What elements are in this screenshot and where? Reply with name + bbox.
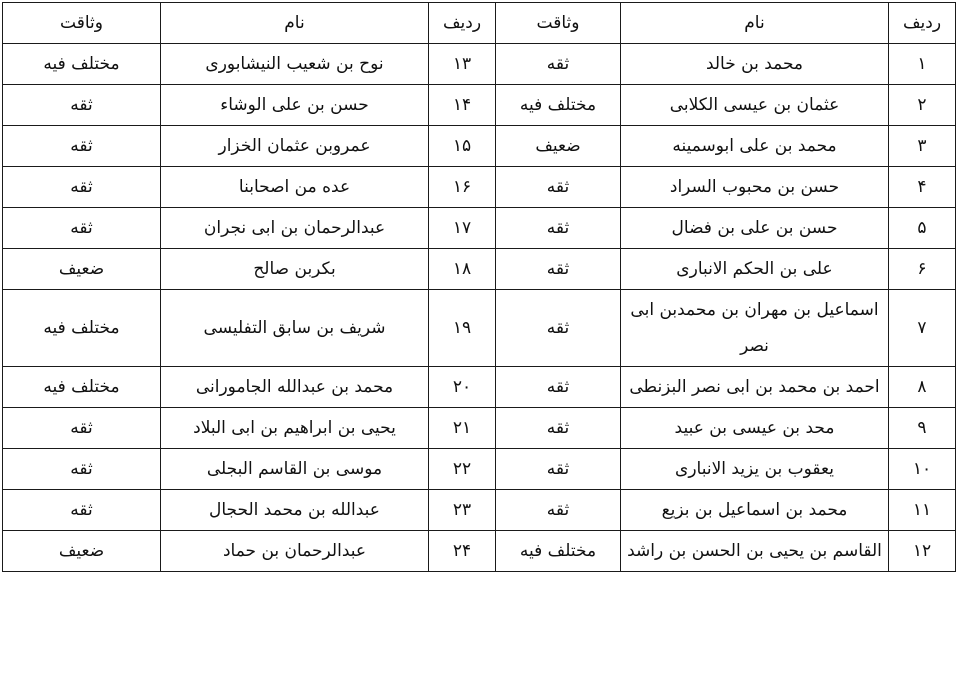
index-cell: ۶ bbox=[889, 249, 956, 290]
reliability-cell: ثقه bbox=[3, 408, 161, 449]
table-row bbox=[3, 367, 956, 408]
header-reliability-left: وثاقت bbox=[3, 3, 161, 44]
index-cell: ۲۲ bbox=[429, 449, 496, 490]
name-cell: علی بن الحکم الانباری bbox=[621, 249, 889, 290]
name-cell: محمد بن خالد bbox=[621, 44, 889, 85]
name-cell: محمد بن عبدالله الجامورانی bbox=[161, 367, 429, 408]
reliability-cell: مختلف فیه bbox=[3, 290, 161, 367]
table-row bbox=[3, 531, 956, 572]
index-cell: ۱۴ bbox=[429, 85, 496, 126]
name-cell: عبدالرحمان بن ابی نجران bbox=[161, 208, 429, 249]
table-row bbox=[3, 490, 956, 531]
name-cell: احمد بن محمد بن ابی نصر البزنطی bbox=[621, 367, 889, 408]
reliability-cell: ثقه bbox=[496, 167, 621, 208]
table-row bbox=[3, 408, 956, 449]
index-cell: ۱۱ bbox=[889, 490, 956, 531]
narrators-table bbox=[2, 2, 956, 572]
index-cell: ۸ bbox=[889, 367, 956, 408]
name-cell: شریف بن سابق التفلیسی bbox=[161, 290, 429, 367]
index-cell: ۱۷ bbox=[429, 208, 496, 249]
name-cell: محمد بن علی ابوسمینه bbox=[621, 126, 889, 167]
reliability-cell: ثقه bbox=[496, 449, 621, 490]
name-cell: نوح بن شعیب النیشابوری bbox=[161, 44, 429, 85]
name-cell: القاسم بن یحیی بن الحسن بن راشد bbox=[621, 531, 889, 572]
index-cell: ۲۱ bbox=[429, 408, 496, 449]
index-cell: ۵ bbox=[889, 208, 956, 249]
name-cell: بکربن صالح bbox=[161, 249, 429, 290]
index-cell: ۲۴ bbox=[429, 531, 496, 572]
header-name-right: نام bbox=[621, 3, 889, 44]
table-row bbox=[3, 44, 956, 85]
index-cell: ۹ bbox=[889, 408, 956, 449]
table-row bbox=[3, 290, 956, 367]
name-cell: یحیی بن ابراهیم بن ابی البلاد bbox=[161, 408, 429, 449]
name-cell: حسن بن علی الوشاء bbox=[161, 85, 429, 126]
index-cell: ۲۳ bbox=[429, 490, 496, 531]
index-cell: ۱۳ bbox=[429, 44, 496, 85]
index-cell: ۴ bbox=[889, 167, 956, 208]
table-row bbox=[3, 85, 956, 126]
table-row bbox=[3, 167, 956, 208]
reliability-cell: ثقه bbox=[3, 490, 161, 531]
table-body bbox=[3, 44, 956, 572]
index-cell: ۱۲ bbox=[889, 531, 956, 572]
reliability-cell: ثقه bbox=[496, 249, 621, 290]
reliability-cell: ضعیف bbox=[3, 249, 161, 290]
reliability-cell: ثقه bbox=[3, 85, 161, 126]
index-cell: ۲۰ bbox=[429, 367, 496, 408]
reliability-cell: مختلف فیه bbox=[3, 44, 161, 85]
reliability-cell: ثقه bbox=[3, 449, 161, 490]
table-row bbox=[3, 208, 956, 249]
reliability-cell: ثقه bbox=[3, 126, 161, 167]
index-cell: ۱۹ bbox=[429, 290, 496, 367]
reliability-cell: ثقه bbox=[496, 367, 621, 408]
index-cell: ۷ bbox=[889, 290, 956, 367]
name-cell: عمروبن عثمان الخزار bbox=[161, 126, 429, 167]
header-index-right: ردیف bbox=[889, 3, 956, 44]
name-cell: محد بن عیسی بن عبید bbox=[621, 408, 889, 449]
header-row bbox=[3, 3, 956, 44]
index-cell: ۳ bbox=[889, 126, 956, 167]
name-cell: اسماعیل بن مهران بن محمدبن ابی نصر bbox=[621, 290, 889, 367]
reliability-cell: ثقه bbox=[3, 167, 161, 208]
reliability-cell: ثقه bbox=[496, 208, 621, 249]
name-cell: موسی بن القاسم البجلی bbox=[161, 449, 429, 490]
reliability-cell: ثقه bbox=[3, 208, 161, 249]
table-row bbox=[3, 126, 956, 167]
reliability-cell: مختلف فیه bbox=[496, 531, 621, 572]
name-cell: حسن بن محبوب السراد bbox=[621, 167, 889, 208]
name-cell: حسن بن علی بن فضال bbox=[621, 208, 889, 249]
index-cell: ۱۵ bbox=[429, 126, 496, 167]
reliability-cell: ثقه bbox=[496, 44, 621, 85]
name-cell: یعقوب بن یزید الانباری bbox=[621, 449, 889, 490]
reliability-cell: ضعیف bbox=[3, 531, 161, 572]
name-cell: عبدالله بن محمد الحجال bbox=[161, 490, 429, 531]
index-cell: ۱ bbox=[889, 44, 956, 85]
reliability-cell: ثقه bbox=[496, 408, 621, 449]
name-cell: عده من اصحابنا bbox=[161, 167, 429, 208]
index-cell: ۱۶ bbox=[429, 167, 496, 208]
table-row bbox=[3, 449, 956, 490]
name-cell: محمد بن اسماعیل بن بزیع bbox=[621, 490, 889, 531]
reliability-cell: مختلف فیه bbox=[496, 85, 621, 126]
name-cell: عثمان بن عیسی الکلابی bbox=[621, 85, 889, 126]
reliability-cell: ثقه bbox=[496, 290, 621, 367]
header-index-left: ردیف bbox=[429, 3, 496, 44]
index-cell: ۱۰ bbox=[889, 449, 956, 490]
reliability-cell: ثقه bbox=[496, 490, 621, 531]
index-cell: ۱۸ bbox=[429, 249, 496, 290]
reliability-cell: مختلف فیه bbox=[3, 367, 161, 408]
table-row bbox=[3, 249, 956, 290]
header-reliability-right: وثاقت bbox=[496, 3, 621, 44]
reliability-cell: ضعیف bbox=[496, 126, 621, 167]
name-cell: عبدالرحمان بن حماد bbox=[161, 531, 429, 572]
index-cell: ۲ bbox=[889, 85, 956, 126]
header-name-left: نام bbox=[161, 3, 429, 44]
